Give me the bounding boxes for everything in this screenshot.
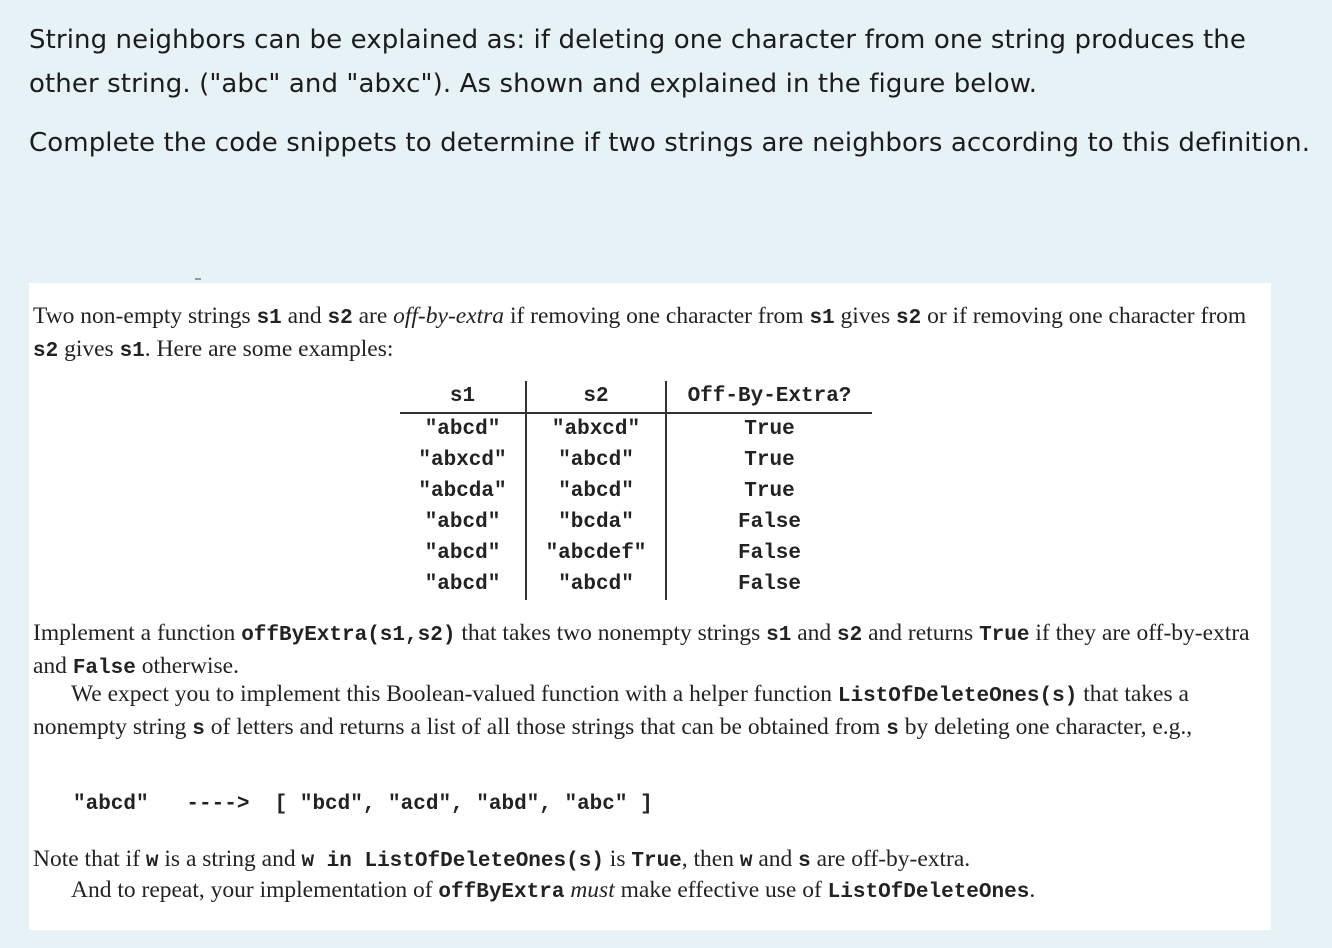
- text: are off-by-extra.: [810, 846, 971, 872]
- text: and returns: [862, 620, 980, 646]
- table-row: [400, 476, 872, 507]
- text: make effective use of: [614, 877, 828, 903]
- code: s1: [256, 307, 282, 330]
- implement-paragraph: [33, 618, 1258, 684]
- text: that takes two nonempty strings: [455, 620, 767, 646]
- code: w: [145, 850, 159, 873]
- code: s2: [33, 340, 59, 363]
- code: s2: [327, 307, 353, 330]
- text: is: [603, 846, 632, 872]
- text: We expect you to implement this Boolean-valued function with a helper function: [71, 681, 838, 707]
- cell-result: True: [744, 480, 795, 503]
- text: that takes a nonempty string: [33, 681, 1189, 740]
- cell-result: True: [744, 449, 795, 472]
- header-off-by-extra: Off-By-Extra?: [666, 381, 872, 413]
- note-paragraph: [33, 844, 1258, 877]
- examples-table: [400, 381, 872, 600]
- text: Note that if: [33, 846, 146, 872]
- text: if they are off-by-extra and: [33, 620, 1250, 679]
- cell-s2: "abcdef": [526, 538, 666, 569]
- text: by deleting one character, e.g.,: [898, 714, 1193, 740]
- text: gives: [58, 336, 120, 362]
- cell-s1: "abcd": [400, 507, 526, 538]
- definition-paragraph: [33, 301, 1258, 367]
- emphasis: off-by-extra: [393, 303, 505, 329]
- text: And to repeat, your implementation of: [71, 877, 439, 903]
- text: of letters and returns a list of all those strings that can be obtained from: [204, 714, 887, 740]
- cell-result: False: [737, 511, 801, 534]
- text: otherwise.: [135, 653, 239, 679]
- cell-s2: "abcd": [526, 445, 666, 476]
- cell-s2: "bcda": [526, 507, 666, 538]
- table-row: [400, 538, 872, 569]
- code: w in ListOfDeleteOnes(s): [301, 850, 604, 873]
- cell-s2: "abcd": [526, 569, 666, 600]
- text: . Here are some examples:: [144, 336, 394, 362]
- table-row: [400, 445, 872, 476]
- repeat-paragraph: [33, 875, 1258, 908]
- text: .: [1029, 877, 1036, 903]
- code: ListOfDeleteOnes(s): [837, 685, 1078, 708]
- code: s2: [837, 624, 863, 647]
- code: s1: [766, 624, 792, 647]
- header-s2: s2: [526, 381, 666, 413]
- code: s: [798, 850, 811, 873]
- table-row: [400, 507, 872, 538]
- text: , then: [681, 846, 740, 872]
- code: s1: [809, 307, 835, 330]
- example-delete-ones: "abcd" ----> [ "bcd", "acd", "abd", "abc" ]: [73, 793, 653, 816]
- problem-figure: [29, 283, 1271, 930]
- cell-s1: "abcd": [400, 538, 526, 569]
- code: s2: [896, 307, 922, 330]
- cell-result: False: [737, 542, 801, 565]
- code: offByExtra: [438, 881, 565, 904]
- cell-result: True: [744, 418, 795, 441]
- cell-result: False: [737, 573, 801, 596]
- code: s: [886, 718, 899, 741]
- code: s: [192, 718, 205, 741]
- cell-s2: "abcd": [526, 476, 666, 507]
- emphasis: must: [570, 877, 615, 903]
- text: Implement a function: [33, 620, 242, 646]
- cell-s2: "abxcd": [526, 413, 666, 445]
- cell-s1: "abcd": [400, 569, 526, 600]
- text: and: [791, 620, 838, 646]
- cell-s1: "abcd": [400, 413, 526, 445]
- code: w: [739, 850, 753, 873]
- figure-mark: [195, 278, 201, 280]
- text: Two non-empty strings: [33, 303, 257, 329]
- text: and: [281, 303, 328, 329]
- table-row: [400, 569, 872, 600]
- text: gives: [834, 303, 897, 329]
- text: or if removing one character from: [921, 303, 1247, 329]
- code: offByExtra(s1,s2): [241, 624, 456, 647]
- question-intro: [29, 18, 1319, 165]
- text: are: [352, 303, 394, 329]
- code: ListOfDeleteOnes: [827, 881, 1030, 904]
- code: True: [631, 850, 682, 873]
- text: is a string and: [158, 846, 302, 872]
- intro-paragraph-2: Complete the code snippets to determine if two strings are neighbors according to this definition.: [29, 128, 1311, 158]
- code: True: [979, 624, 1030, 647]
- table-header-row: [400, 381, 872, 413]
- intro-paragraph-1: String neighbors can be explained as: if deleting one character from one string produces the other string. ("abc" and "abxc"). As shown and explained in the figure below.: [29, 25, 1246, 99]
- text: and: [752, 846, 799, 872]
- header-s1: s1: [400, 381, 526, 413]
- cell-s1: "abxcd": [400, 445, 526, 476]
- expect-paragraph: [33, 679, 1258, 745]
- code: s1: [119, 340, 145, 363]
- text: if removing one character from: [504, 303, 810, 329]
- code: False: [72, 657, 136, 680]
- cell-s1: "abcda": [400, 476, 526, 507]
- table-row: [400, 413, 872, 445]
